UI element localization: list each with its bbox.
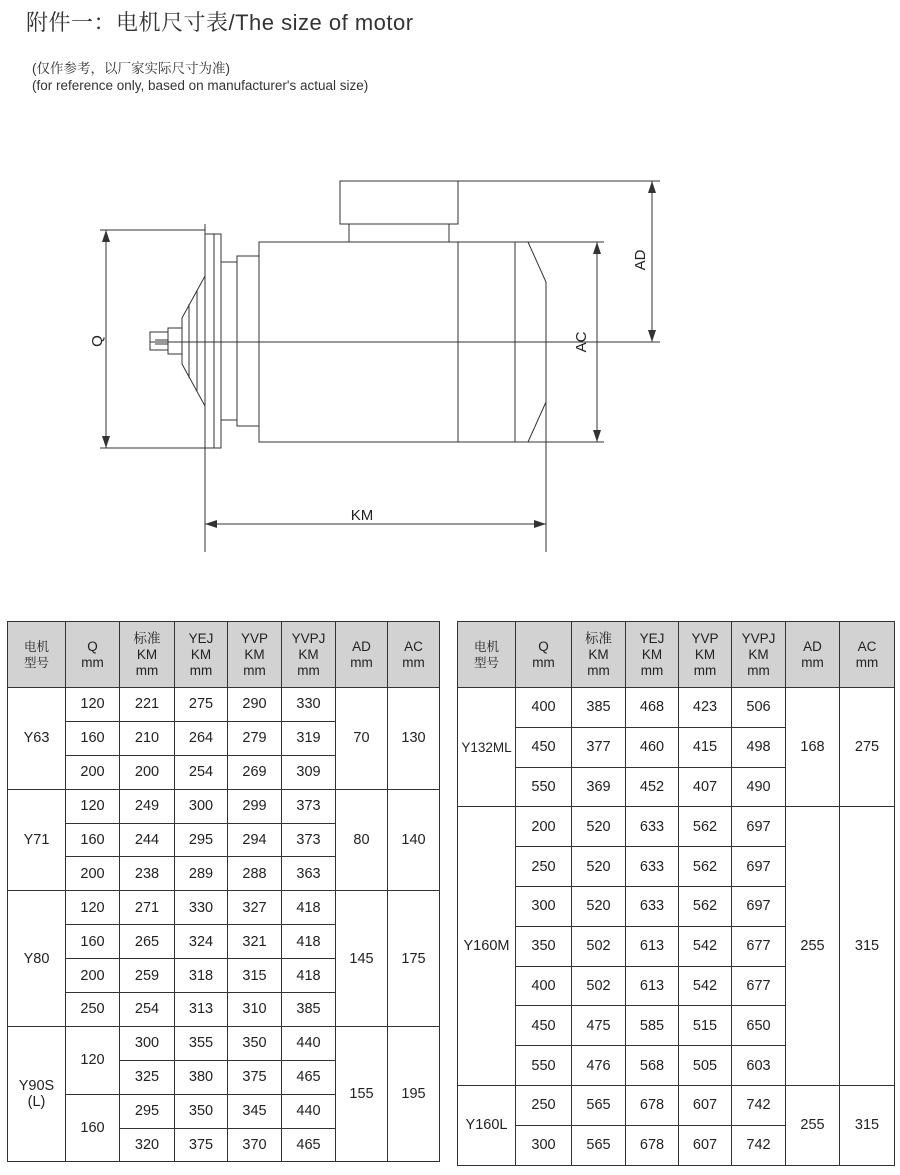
terminal-box — [340, 181, 458, 224]
std-km-cell: 265 — [120, 925, 175, 959]
yej-km-cell: 633 — [626, 807, 679, 847]
shaft-key — [150, 332, 168, 350]
std-km-cell: 520 — [572, 847, 626, 887]
yvpj-km-cell: 440 — [282, 1094, 336, 1128]
yvpj-km-cell: 498 — [732, 727, 786, 767]
yvp-km-cell: 375 — [228, 1060, 282, 1094]
label-ac: AC — [573, 331, 590, 353]
table-row — [8, 1026, 440, 1060]
yej-km-cell: 295 — [175, 823, 228, 857]
q-cell: 200 — [516, 807, 572, 847]
yvp-km-cell: 290 — [228, 688, 282, 722]
header-q: Q mm — [516, 622, 572, 688]
std-km-cell: 565 — [572, 1085, 626, 1125]
yej-km-cell: 633 — [626, 886, 679, 926]
yej-km-cell: 380 — [175, 1060, 228, 1094]
yej-km-cell: 289 — [175, 857, 228, 891]
header-model: 电机 型号 — [458, 622, 516, 688]
std-km-cell: 320 — [120, 1128, 175, 1162]
ad-cell: 155 — [336, 1026, 388, 1162]
yvpj-km-cell: 490 — [732, 767, 786, 807]
yvp-km-cell: 407 — [679, 767, 732, 807]
yej-km-cell: 264 — [175, 721, 228, 755]
reference-note-chinese: (仅作参考，以厂家实际尺寸为准) — [32, 61, 230, 76]
ac-cell: 275 — [840, 688, 895, 807]
q-cell: 300 — [516, 1125, 572, 1165]
yvp-km-cell: 542 — [679, 966, 732, 1006]
q-cell: 120 — [66, 789, 120, 823]
q-cell: 200 — [66, 959, 120, 993]
model-cell: Y160M — [458, 807, 516, 1086]
table-row — [8, 688, 440, 722]
model-cell: Y132ML — [458, 688, 516, 807]
q-cell: 450 — [516, 1006, 572, 1046]
yvpj-km-cell: 418 — [282, 959, 336, 993]
q-cell: 120 — [66, 688, 120, 722]
header-yvp-km: YVP KM mm — [228, 622, 282, 688]
std-km-cell: 300 — [120, 1026, 175, 1060]
yvpj-km-cell: 418 — [282, 925, 336, 959]
q-cell: 250 — [516, 1085, 572, 1125]
ac-cell: 195 — [388, 1026, 440, 1162]
yvpj-km-cell: 418 — [282, 891, 336, 925]
ac-cell: 130 — [388, 688, 440, 790]
yej-km-cell: 254 — [175, 755, 228, 789]
yej-km-cell: 350 — [175, 1094, 228, 1128]
yvp-km-cell: 269 — [228, 755, 282, 789]
std-km-cell: 377 — [572, 727, 626, 767]
yej-km-cell: 355 — [175, 1026, 228, 1060]
header-yvpj-km: YVPJ KM mm — [732, 622, 786, 688]
yej-km-cell: 324 — [175, 925, 228, 959]
ac-cell: 315 — [840, 1085, 895, 1165]
header-q: Q mm — [66, 622, 120, 688]
yvpj-km-cell: 330 — [282, 688, 336, 722]
table-row — [458, 1085, 895, 1125]
std-km-cell: 238 — [120, 857, 175, 891]
yej-km-cell: 318 — [175, 959, 228, 993]
yvpj-km-cell: 319 — [282, 721, 336, 755]
yvpj-km-cell: 677 — [732, 966, 786, 1006]
table-row — [458, 807, 895, 847]
std-km-cell: 210 — [120, 721, 175, 755]
yvp-km-cell: 562 — [679, 886, 732, 926]
model-cell: Y80 — [8, 891, 66, 1027]
std-km-cell: 325 — [120, 1060, 175, 1094]
flange-plate — [205, 234, 221, 448]
header-ad: AD mm — [336, 622, 388, 688]
q-cell: 200 — [66, 857, 120, 891]
shaft-cone — [182, 276, 205, 406]
label-ad: AD — [632, 249, 649, 271]
yvp-km-cell: 370 — [228, 1128, 282, 1162]
yej-km-cell: 330 — [175, 891, 228, 925]
yvp-km-cell: 350 — [228, 1026, 282, 1060]
yvp-km-cell: 423 — [679, 688, 732, 728]
ac-cell: 140 — [388, 789, 440, 891]
yvpj-km-cell: 465 — [282, 1128, 336, 1162]
ad-cell: 70 — [336, 688, 388, 790]
yej-km-cell: 613 — [626, 966, 679, 1006]
page-title: 附件一：电机尺寸表/The size of motor — [26, 10, 414, 35]
motor-end-shield — [237, 256, 259, 426]
q-cell: 120 — [66, 1026, 120, 1094]
yvpj-km-cell: 742 — [732, 1125, 786, 1165]
std-km-cell: 520 — [572, 886, 626, 926]
yvpj-km-cell: 373 — [282, 789, 336, 823]
header-yej-km: YEJ KM mm — [175, 622, 228, 688]
std-km-cell: 565 — [572, 1125, 626, 1165]
ad-cell: 145 — [336, 891, 388, 1027]
yvpj-km-cell: 440 — [282, 1026, 336, 1060]
yvpj-km-cell: 677 — [732, 926, 786, 966]
header-standard-km: 标准 KM mm — [572, 622, 626, 688]
yej-km-cell: 568 — [626, 1046, 679, 1086]
yej-km-cell: 275 — [175, 688, 228, 722]
header-model: 电机 型号 — [8, 622, 66, 688]
yvpj-km-cell: 465 — [282, 1060, 336, 1094]
yvp-km-cell: 294 — [228, 823, 282, 857]
ac-cell: 315 — [840, 807, 895, 1086]
ad-cell: 255 — [786, 1085, 840, 1165]
ad-cell: 255 — [786, 807, 840, 1086]
yej-km-cell: 678 — [626, 1125, 679, 1165]
std-km-cell: 249 — [120, 789, 175, 823]
q-cell: 250 — [516, 847, 572, 887]
yvpj-km-cell: 697 — [732, 847, 786, 887]
std-km-cell: 502 — [572, 966, 626, 1006]
ad-cell: 168 — [786, 688, 840, 807]
yvpj-km-cell: 373 — [282, 823, 336, 857]
header-yvpj-km: YVPJ KM mm — [282, 622, 336, 688]
table-header-row — [8, 622, 440, 688]
q-cell: 450 — [516, 727, 572, 767]
yej-km-cell: 613 — [626, 926, 679, 966]
flange-spigot — [221, 262, 237, 420]
yvp-km-cell: 542 — [679, 926, 732, 966]
std-km-cell: 254 — [120, 993, 175, 1027]
std-km-cell: 475 — [572, 1006, 626, 1046]
yvpj-km-cell: 385 — [282, 993, 336, 1027]
table-row — [8, 891, 440, 925]
yvp-km-cell: 562 — [679, 847, 732, 887]
yvpj-km-cell: 363 — [282, 857, 336, 891]
yvp-km-cell: 607 — [679, 1085, 732, 1125]
yvpj-km-cell: 697 — [732, 886, 786, 926]
reference-note-english: (for reference only, based on manufacturer's actual size) — [32, 78, 369, 93]
header-ac: AC mm — [388, 622, 440, 688]
label-km: KM — [350, 507, 374, 524]
yvp-km-cell: 279 — [228, 721, 282, 755]
q-cell: 200 — [66, 755, 120, 789]
yej-km-cell: 468 — [626, 688, 679, 728]
terminal-box-base — [349, 224, 449, 242]
yej-km-cell: 313 — [175, 993, 228, 1027]
model-cell: Y71 — [8, 789, 66, 891]
std-km-cell: 221 — [120, 688, 175, 722]
yvpj-km-cell: 603 — [732, 1046, 786, 1086]
yvp-km-cell: 310 — [228, 993, 282, 1027]
yej-km-cell: 585 — [626, 1006, 679, 1046]
yvp-km-cell: 299 — [228, 789, 282, 823]
model-cell: Y90S (L) — [8, 1026, 66, 1162]
q-cell: 400 — [516, 966, 572, 1006]
label-q: Q — [89, 335, 106, 347]
header-yej-km: YEJ KM mm — [626, 622, 679, 688]
yej-km-cell: 300 — [175, 789, 228, 823]
table-row — [8, 789, 440, 823]
header-standard-km: 标准 KM mm — [120, 622, 175, 688]
yej-km-cell: 678 — [626, 1085, 679, 1125]
q-cell: 550 — [516, 767, 572, 807]
q-cell: 160 — [66, 823, 120, 857]
std-km-cell: 520 — [572, 807, 626, 847]
std-km-cell: 385 — [572, 688, 626, 728]
yvpj-km-cell: 650 — [732, 1006, 786, 1046]
yej-km-cell: 460 — [626, 727, 679, 767]
right-size-table — [457, 621, 895, 1166]
motor-shaft — [168, 328, 182, 354]
yvp-km-cell: 288 — [228, 857, 282, 891]
std-km-cell: 244 — [120, 823, 175, 857]
std-km-cell: 369 — [572, 767, 626, 807]
header-ac: AC mm — [840, 622, 895, 688]
yvpj-km-cell: 742 — [732, 1085, 786, 1125]
q-cell: 350 — [516, 926, 572, 966]
yvp-km-cell: 327 — [228, 891, 282, 925]
std-km-cell: 259 — [120, 959, 175, 993]
std-km-cell: 476 — [572, 1046, 626, 1086]
q-cell: 120 — [66, 891, 120, 925]
std-km-cell: 295 — [120, 1094, 175, 1128]
ad-cell: 80 — [336, 789, 388, 891]
q-cell: 160 — [66, 721, 120, 755]
model-cell: Y63 — [8, 688, 66, 790]
q-cell: 250 — [66, 993, 120, 1027]
q-cell: 400 — [516, 688, 572, 728]
table-row — [458, 688, 895, 728]
yej-km-cell: 375 — [175, 1128, 228, 1162]
yvp-km-cell: 515 — [679, 1006, 732, 1046]
yvp-km-cell: 505 — [679, 1046, 732, 1086]
std-km-cell: 271 — [120, 891, 175, 925]
q-cell: 300 — [516, 886, 572, 926]
yvp-km-cell: 345 — [228, 1094, 282, 1128]
yvp-km-cell: 315 — [228, 959, 282, 993]
std-km-cell: 200 — [120, 755, 175, 789]
ac-cell: 175 — [388, 891, 440, 1027]
yej-km-cell: 633 — [626, 847, 679, 887]
q-cell: 550 — [516, 1046, 572, 1086]
yvpj-km-cell: 506 — [732, 688, 786, 728]
yvp-km-cell: 562 — [679, 807, 732, 847]
yvp-km-cell: 415 — [679, 727, 732, 767]
table-header-row — [458, 622, 895, 688]
yvp-km-cell: 321 — [228, 925, 282, 959]
left-size-table — [7, 621, 440, 1162]
model-cell: Y160L — [458, 1085, 516, 1165]
header-yvp-km: YVP KM mm — [679, 622, 732, 688]
q-cell: 160 — [66, 925, 120, 959]
yvp-km-cell: 607 — [679, 1125, 732, 1165]
std-km-cell: 502 — [572, 926, 626, 966]
yvpj-km-cell: 309 — [282, 755, 336, 789]
header-ad: AD mm — [786, 622, 840, 688]
yvpj-km-cell: 697 — [732, 807, 786, 847]
yej-km-cell: 452 — [626, 767, 679, 807]
q-cell: 160 — [66, 1094, 120, 1162]
